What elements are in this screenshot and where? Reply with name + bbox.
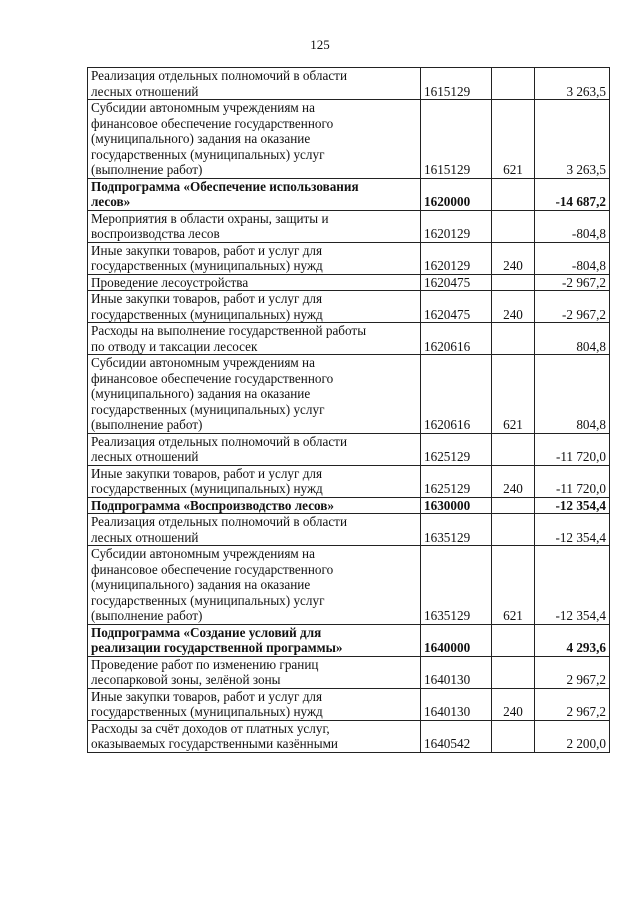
row-name-cell xyxy=(88,274,421,291)
row-name-cell xyxy=(88,688,421,720)
row-code-cell: 1625129 xyxy=(421,465,492,497)
row-code-cell: 1620475 xyxy=(421,291,492,323)
row-name-line: государственных (муниципальных) услуг xyxy=(91,146,325,162)
row-name-line: государственных (муниципальных) нужд xyxy=(91,704,323,719)
row-name-line: лесных отношений xyxy=(91,529,199,545)
row-amount-cell: -12 354,4 xyxy=(535,497,610,514)
row-expense-type-cell xyxy=(492,656,535,688)
subprogram-row xyxy=(88,178,610,210)
row-name-line: (выполнение работ) xyxy=(91,417,203,432)
row-expense-type-cell: 621 xyxy=(492,546,535,625)
row-name-line: оказываемых государственными казёнными xyxy=(91,736,338,751)
row-code-cell: 1620616 xyxy=(421,355,492,434)
row-expense-type-cell: 240 xyxy=(492,291,535,323)
row-name-cell xyxy=(88,656,421,688)
table-row xyxy=(88,465,610,497)
row-expense-type-cell xyxy=(492,433,535,465)
row-expense-type-cell xyxy=(492,274,535,291)
row-expense-type-cell xyxy=(492,624,535,656)
row-name-line: государственных (муниципальных) услуг xyxy=(91,401,325,417)
row-name-line: Субсидии автономным учреждениям на xyxy=(91,355,315,370)
row-code-cell: 1615129 xyxy=(421,68,492,100)
row-expense-type-cell: 240 xyxy=(492,688,535,720)
budget-table-body xyxy=(88,68,610,753)
row-name-line: лесопарковой зоны, зелёной зоны xyxy=(91,672,281,687)
row-code-cell: 1640130 xyxy=(421,656,492,688)
row-amount-cell: 2 967,2 xyxy=(535,688,610,720)
row-expense-type-cell xyxy=(492,497,535,514)
row-name-cell xyxy=(88,514,421,546)
table-row xyxy=(88,210,610,242)
row-amount-cell: 3 263,5 xyxy=(535,68,610,100)
row-expense-type-cell: 240 xyxy=(492,465,535,497)
row-name-line: реализации государственной программы» xyxy=(91,640,343,655)
row-name-cell xyxy=(88,178,421,210)
row-expense-type-cell: 621 xyxy=(492,355,535,434)
row-name-line: (муниципального) задания на оказание xyxy=(91,386,311,401)
row-name-line: (муниципального) задания на оказание xyxy=(91,131,311,146)
row-amount-cell: 3 263,5 xyxy=(535,100,610,179)
row-name-line: (выполнение работ) xyxy=(91,608,203,623)
table-row xyxy=(88,720,610,752)
row-name-line: Реализация отдельных полномочий в области xyxy=(91,68,348,83)
row-expense-type-cell xyxy=(492,514,535,546)
row-code-cell: 1615129 xyxy=(421,100,492,179)
row-name-cell xyxy=(88,433,421,465)
row-expense-type-cell xyxy=(492,68,535,100)
table-row xyxy=(88,242,610,274)
row-name-cell xyxy=(88,68,421,100)
row-code-cell: 1635129 xyxy=(421,514,492,546)
table-row xyxy=(88,433,610,465)
row-code-cell: 1630000 xyxy=(421,497,492,514)
row-amount-cell: -804,8 xyxy=(535,210,610,242)
row-amount-cell: 2 967,2 xyxy=(535,656,610,688)
row-name-line: Проведение лесоустройства xyxy=(91,274,249,290)
row-name-cell xyxy=(88,624,421,656)
row-amount-cell: -2 967,2 xyxy=(535,291,610,323)
row-amount-cell: 804,8 xyxy=(535,355,610,434)
row-expense-type-cell xyxy=(492,178,535,210)
row-name-line: лесных отношений xyxy=(91,449,199,464)
row-amount-cell: -11 720,0 xyxy=(535,433,610,465)
row-amount-cell: 4 293,6 xyxy=(535,624,610,656)
row-expense-type-cell xyxy=(492,210,535,242)
row-name-line: лесов» xyxy=(91,194,131,209)
row-name-line: лесных отношений xyxy=(91,83,199,99)
row-amount-cell: -2 967,2 xyxy=(535,274,610,291)
row-amount-cell: -12 354,4 xyxy=(535,546,610,625)
row-name-line: финансовое обеспечение государственного xyxy=(91,115,334,131)
row-name-line: Иные закупки товаров, работ и услуг для xyxy=(91,465,323,481)
row-amount-cell: -12 354,4 xyxy=(535,514,610,546)
table-row xyxy=(88,100,610,179)
row-name-line: (выполнение работ) xyxy=(91,162,203,177)
table-row xyxy=(88,291,610,323)
row-name-line: Проведение работ по изменению границ xyxy=(91,656,319,672)
row-name-cell xyxy=(88,546,421,625)
row-code-cell: 1620129 xyxy=(421,210,492,242)
row-amount-cell: -11 720,0 xyxy=(535,465,610,497)
row-amount-cell: -804,8 xyxy=(535,242,610,274)
row-amount-cell: 804,8 xyxy=(535,323,610,355)
budget-table xyxy=(87,67,610,753)
row-name-line: воспроизводства лесов xyxy=(91,226,220,241)
row-code-cell: 1640000 xyxy=(421,624,492,656)
row-name-line: государственных (муниципальных) нужд xyxy=(91,306,323,322)
row-name-cell xyxy=(88,497,421,514)
row-name-line: Иные закупки товаров, работ и услуг для xyxy=(91,291,323,306)
row-code-cell: 1620129 xyxy=(421,242,492,274)
row-name-line: государственных (муниципальных) услуг xyxy=(91,592,325,608)
row-name-cell xyxy=(88,242,421,274)
row-name-cell xyxy=(88,323,421,355)
row-name-line: Реализация отдельных полномочий в области xyxy=(91,433,348,449)
row-name-line: государственных (муниципальных) нужд xyxy=(91,481,323,496)
row-code-cell: 1620000 xyxy=(421,178,492,210)
row-code-cell: 1620616 xyxy=(421,323,492,355)
row-expense-type-cell xyxy=(492,323,535,355)
row-expense-type-cell xyxy=(492,720,535,752)
row-name-line: Реализация отдельных полномочий в области xyxy=(91,514,348,529)
row-amount-cell: 2 200,0 xyxy=(535,720,610,752)
row-name-line: финансовое обеспечение государственного xyxy=(91,370,334,386)
row-name-cell xyxy=(88,100,421,179)
row-name-line: Подпрограмма «Воспроизводство лесов» xyxy=(91,497,335,513)
row-name-line: финансовое обеспечение государственного xyxy=(91,561,334,577)
row-name-line: государственных (муниципальных) нужд xyxy=(91,258,323,273)
row-name-line: по отводу и таксации лесосек xyxy=(91,338,258,354)
row-code-cell: 1640130 xyxy=(421,688,492,720)
table-row xyxy=(88,688,610,720)
row-name-line: Субсидии автономным учреждениям на xyxy=(91,100,315,115)
subprogram-row xyxy=(88,624,610,656)
row-name-line: Расходы на выполнение государственной работы xyxy=(91,323,367,338)
row-code-cell: 1620475 xyxy=(421,274,492,291)
row-name-cell xyxy=(88,465,421,497)
row-name-line: Иные закупки товаров, работ и услуг для xyxy=(91,688,323,704)
row-name-line: Мероприятия в области охраны, защиты и xyxy=(91,210,329,226)
row-name-line: Подпрограмма «Обеспечение использования xyxy=(91,178,359,194)
table-row xyxy=(88,546,610,625)
row-code-cell: 1640542 xyxy=(421,720,492,752)
row-name-cell xyxy=(88,291,421,323)
row-code-cell: 1635129 xyxy=(421,546,492,625)
row-name-line: (муниципального) задания на оказание xyxy=(91,577,311,592)
table-row xyxy=(88,355,610,434)
row-name-line: Подпрограмма «Создание условий для xyxy=(91,624,322,640)
page-number: 125 xyxy=(310,37,330,52)
table-row xyxy=(88,323,610,355)
table-row xyxy=(88,68,610,100)
row-name-cell xyxy=(88,720,421,752)
row-name-line: Иные закупки товаров, работ и услуг для xyxy=(91,242,323,258)
row-name-cell xyxy=(88,355,421,434)
row-name-line: Расходы за счёт доходов от платных услуг, xyxy=(91,720,330,736)
row-expense-type-cell: 240 xyxy=(492,242,535,274)
row-name-cell xyxy=(88,210,421,242)
table-row xyxy=(88,274,610,291)
row-name-line: Субсидии автономным учреждениям на xyxy=(91,546,315,561)
table-row xyxy=(88,514,610,546)
subprogram-row xyxy=(88,497,610,514)
table-row xyxy=(88,656,610,688)
row-code-cell: 1625129 xyxy=(421,433,492,465)
row-expense-type-cell: 621 xyxy=(492,100,535,179)
row-amount-cell: -14 687,2 xyxy=(535,178,610,210)
